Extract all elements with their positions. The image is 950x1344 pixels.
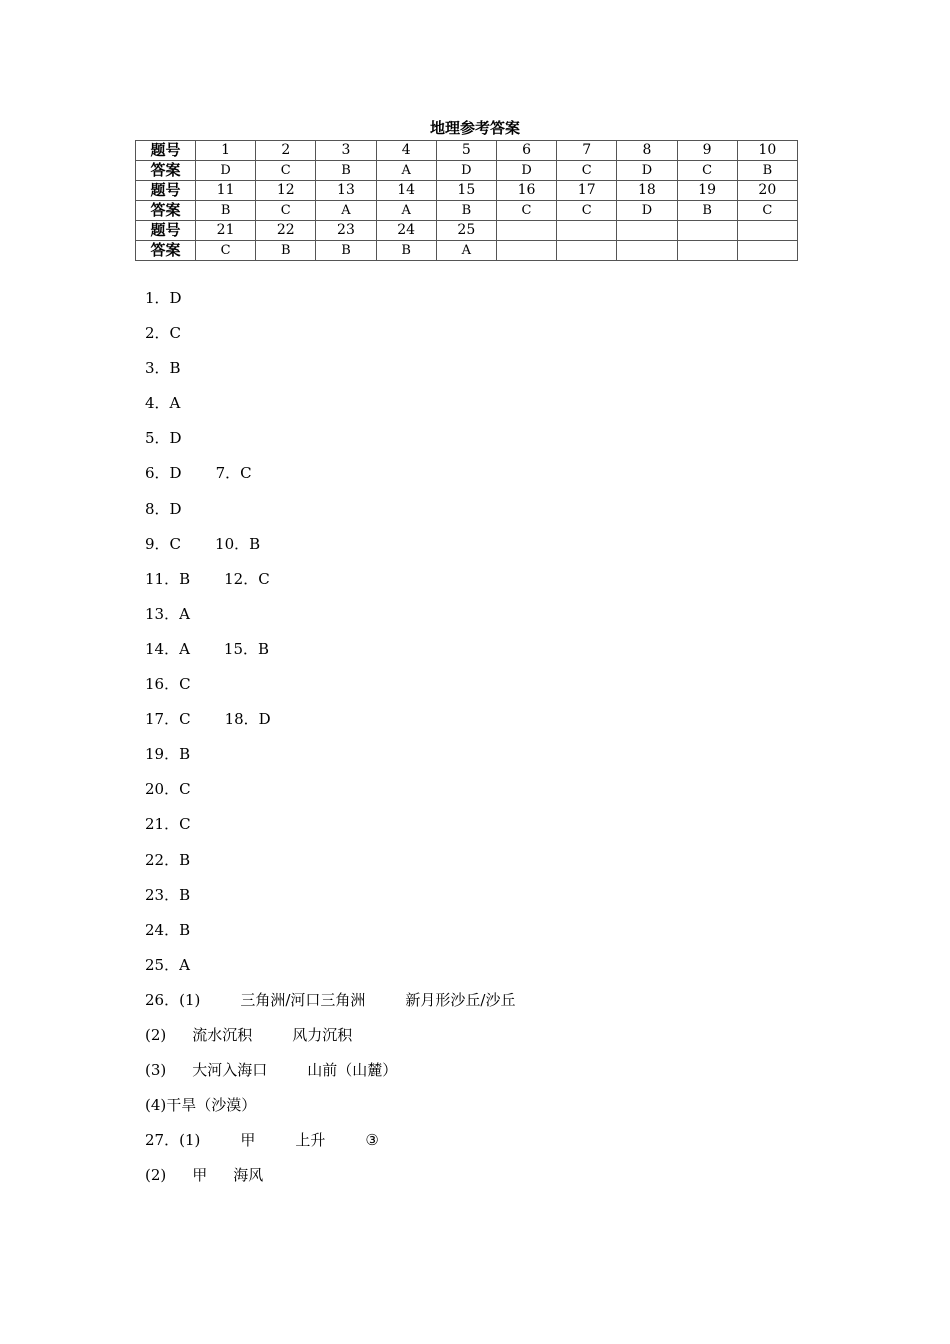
answer-text: ③	[365, 1131, 379, 1150]
answer-line	[145, 989, 515, 1024]
answer-cell: A	[316, 201, 376, 221]
answer-cell: B	[436, 201, 496, 221]
answer-text: 风力沉积	[292, 1025, 353, 1044]
answer-cell: B	[376, 241, 436, 261]
question-number-cell: 2	[256, 141, 316, 161]
row-label: 题号	[136, 181, 196, 201]
question-number-cell: 11	[196, 181, 256, 201]
answer-line	[145, 568, 515, 603]
answer-cell: B	[316, 241, 376, 261]
question-number-cell: 22	[256, 221, 316, 241]
answer-cell	[617, 241, 677, 261]
answer-cell	[496, 241, 556, 261]
question-number-cell: 18	[617, 181, 677, 201]
answer-text: 5．D	[145, 429, 182, 448]
answer-cell: C	[496, 201, 556, 221]
answer-line	[145, 743, 515, 778]
answer-line	[145, 1024, 515, 1059]
answer-text: 上升	[295, 1131, 326, 1150]
table-row	[136, 161, 798, 181]
answer-cell: D	[496, 161, 556, 181]
answer-cell: A	[376, 201, 436, 221]
answer-text: 3．B	[145, 359, 181, 378]
question-number-cell: 15	[436, 181, 496, 201]
answer-line	[145, 813, 515, 848]
row-label: 答案	[136, 201, 196, 221]
answer-line	[145, 322, 515, 357]
answer-line	[145, 1094, 515, 1129]
answer-line	[145, 357, 515, 392]
question-number-cell: 25	[436, 221, 496, 241]
answer-cell: B	[677, 201, 737, 221]
answer-text: 流水沉积	[192, 1025, 253, 1044]
answer-cell: A	[436, 241, 496, 261]
answer-cell: C	[256, 201, 316, 221]
answer-text: 17．C	[145, 710, 191, 729]
answer-text: 1．D	[145, 289, 182, 307]
question-number-cell: 17	[557, 181, 617, 201]
answer-text: 12．C	[224, 569, 270, 588]
answer-line	[145, 603, 515, 638]
answer-text: 24．B	[145, 920, 191, 939]
question-number-cell: 24	[376, 221, 436, 241]
question-number-cell: 13	[316, 181, 376, 201]
question-number-cell: 6	[496, 141, 556, 161]
table-row	[136, 221, 798, 241]
answer-line	[145, 673, 515, 708]
answer-text: (2)	[145, 1025, 167, 1044]
answer-text: 6．D	[145, 464, 182, 483]
question-number-cell: 8	[617, 141, 677, 161]
answer-line	[145, 1129, 515, 1164]
answer-cell: A	[376, 161, 436, 181]
answer-cell: D	[617, 201, 677, 221]
question-number-cell: 4	[376, 141, 436, 161]
question-number-cell: 19	[677, 181, 737, 201]
question-number-cell: 12	[256, 181, 316, 201]
answer-text: 2．C	[145, 324, 182, 343]
answer-cell: B	[316, 161, 376, 181]
answer-line	[145, 392, 515, 427]
question-number-cell: 3	[316, 141, 376, 161]
answer-cell: C	[256, 161, 316, 181]
row-label: 题号	[136, 141, 196, 161]
answer-line	[145, 638, 515, 673]
answer-text: 4．A	[145, 394, 181, 413]
answer-text: 甲	[240, 1131, 256, 1150]
answer-line	[145, 778, 515, 813]
answer-cell	[557, 241, 617, 261]
answer-line	[145, 287, 515, 322]
answer-text: 16．C	[145, 675, 191, 694]
answer-line	[145, 1164, 515, 1199]
table-row	[136, 201, 798, 221]
answer-text: 14．A	[145, 639, 190, 658]
answer-text: 19．B	[145, 745, 191, 764]
answer-text: 三角洲/河口三角洲	[240, 990, 366, 1009]
answer-text: 山前（山麓）	[307, 1061, 398, 1080]
answer-text: 10．B	[215, 534, 261, 553]
answer-cell: C	[737, 201, 797, 221]
answer-line	[145, 849, 515, 884]
answer-text: 海风	[233, 1166, 264, 1185]
answer-line	[145, 498, 515, 533]
question-number-cell: 23	[316, 221, 376, 241]
answer-line	[145, 954, 515, 989]
answer-cell: D	[196, 161, 256, 181]
answer-line	[145, 462, 515, 497]
answer-text: 21．C	[145, 815, 191, 834]
question-number-cell: 21	[196, 221, 256, 241]
answer-table	[135, 140, 798, 261]
answer-text: 11．B	[145, 569, 191, 588]
answer-text: 22．B	[145, 850, 191, 869]
question-number-cell: 14	[376, 181, 436, 201]
question-number-cell: 16	[496, 181, 556, 201]
page-title: 地理参考答案	[429, 119, 520, 137]
answer-text: 大河入海口	[192, 1061, 268, 1080]
answer-text: 20．C	[145, 780, 191, 799]
question-number-cell	[677, 221, 737, 241]
answer-text: 26．(1)	[145, 990, 201, 1009]
answer-line	[145, 533, 515, 568]
question-number-cell	[617, 221, 677, 241]
question-number-cell: 10	[737, 141, 797, 161]
answer-cell: C	[196, 241, 256, 261]
answer-cell: D	[436, 161, 496, 181]
answer-line	[145, 427, 515, 462]
question-number-cell: 20	[737, 181, 797, 201]
answer-line	[145, 884, 515, 919]
table-row	[136, 241, 798, 261]
answer-text: 8．D	[145, 499, 182, 518]
row-label: 答案	[136, 161, 196, 181]
answer-text: 25．A	[145, 955, 190, 974]
answer-line	[145, 919, 515, 954]
answer-text: 27．(1)	[145, 1131, 201, 1150]
answer-text: 18．D	[224, 710, 271, 729]
question-number-cell	[737, 221, 797, 241]
answer-line	[145, 1059, 515, 1094]
answer-list	[145, 287, 515, 1199]
table-row	[136, 141, 798, 161]
answer-cell: C	[677, 161, 737, 181]
question-number-cell: 1	[196, 141, 256, 161]
answer-text: 15．B	[223, 639, 270, 658]
question-number-cell	[557, 221, 617, 241]
question-number-cell: 5	[436, 141, 496, 161]
question-number-cell: 9	[677, 141, 737, 161]
answer-text: (2)	[145, 1166, 167, 1185]
answer-text: 7．C	[215, 464, 252, 483]
row-label: 题号	[136, 221, 196, 241]
answer-cell	[737, 241, 797, 261]
row-label: 答案	[136, 241, 196, 261]
answer-text: 23．B	[145, 885, 191, 904]
answer-line	[145, 708, 515, 743]
answer-text: 甲	[192, 1166, 208, 1185]
answer-text: (4)干旱（沙漠）	[145, 1096, 257, 1115]
answer-cell: B	[196, 201, 256, 221]
answer-text: 13．A	[145, 604, 190, 623]
answer-cell	[677, 241, 737, 261]
question-number-cell: 7	[557, 141, 617, 161]
answer-cell: D	[617, 161, 677, 181]
answer-cell: B	[737, 161, 797, 181]
table-row	[136, 181, 798, 201]
answer-text: 新月形沙丘/沙丘	[405, 990, 516, 1009]
answer-cell: C	[557, 161, 617, 181]
answer-text: (3)	[145, 1061, 167, 1080]
answer-text: 9．C	[145, 534, 182, 553]
answer-cell: B	[256, 241, 316, 261]
question-number-cell	[496, 221, 556, 241]
answer-cell: C	[557, 201, 617, 221]
